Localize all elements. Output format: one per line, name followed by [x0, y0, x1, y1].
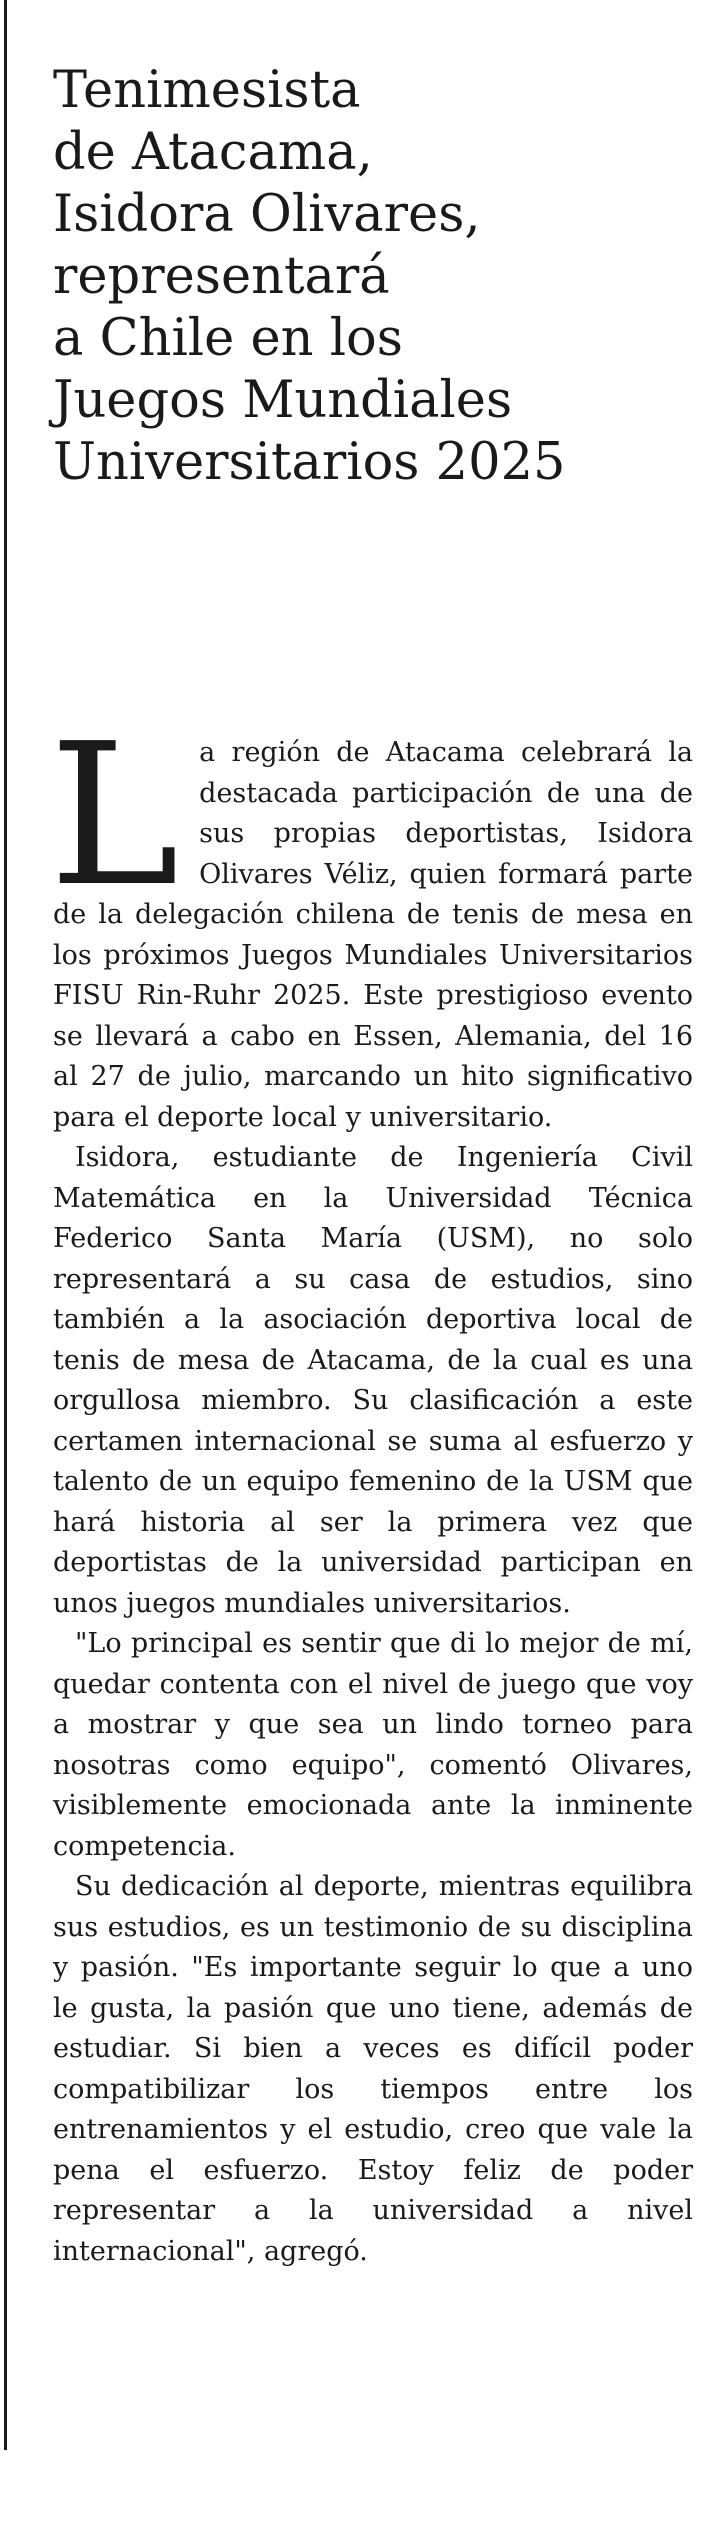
- headline-line: representará: [53, 247, 390, 306]
- headline-line: Universitarios 2025: [53, 433, 566, 492]
- headline-line: Tenimesista: [53, 61, 361, 120]
- headline-line: a Chile en los: [53, 309, 403, 368]
- drop-cap: L: [49, 702, 180, 930]
- headline-line: de Atacama,: [53, 123, 373, 182]
- article-paragraph-2: Isidora, estudiante de Ingeniería Civil Matemática en la Universidad Técnica Federico Santa María (USM), no solo representará a su casa de estudios, sino también a la asociación deportiva local de tenis de mesa de Atacama, de la cual es una orgullosa miembro. Su clasificación a este certamen internacional se suma al esfuerzo y talento de un equipo femenino de la USM que hará historia al ser la primera vez que deportistas de la universidad participan en unos juegos mundiales universitarios.: [53, 1142, 693, 1619]
- headline: [53, 60, 693, 494]
- paragraph-text: a región de Atacama celebrará la destacada participación de una de sus propias deportistas, Isidora Olivares Véliz, quien formará parte de la delegación chilena de tenis de mesa en los próximos Juegos Mundiales Universitarios FISU Rin-Ruhr 2025. Este prestigioso evento se llevará a cabo en Essen, Alemania, del 16 al 27 de julio, marcando un hito significativo para el deporte local y universitario.: [53, 737, 693, 1133]
- headline-line: Isidora Olivares,: [53, 185, 481, 244]
- article-body: [49, 702, 693, 2272]
- article-paragraph-4: Su dedicación al deporte, mientras equilibra sus estudios, es un testimonio de su disciplina y pasión. "Es importante seguir lo que a uno le gusta, la pasión que uno tiene, además de estudiar. Si bien a veces es difícil poder compatibilizar los tiempos entre los entrenamientos y el estudio, creo que vale la pena el esfuerzo. Estoy feliz de poder representar a la universidad a nivel internacional", agregó.: [53, 1871, 693, 2267]
- article-paragraph-3: "Lo principal es sentir que di lo mejor de mí, quedar contenta con el nivel de juego que voy a mostrar y que sea un lindo torneo para nosotras como equipo", comentó Olivares, visiblemente emocionada ante la inminente competencia.: [53, 1628, 693, 1862]
- headline-line: Juegos Mundiales: [53, 371, 513, 430]
- column-rule: [4, 0, 7, 2450]
- article-paragraph-1: [49, 702, 693, 1138]
